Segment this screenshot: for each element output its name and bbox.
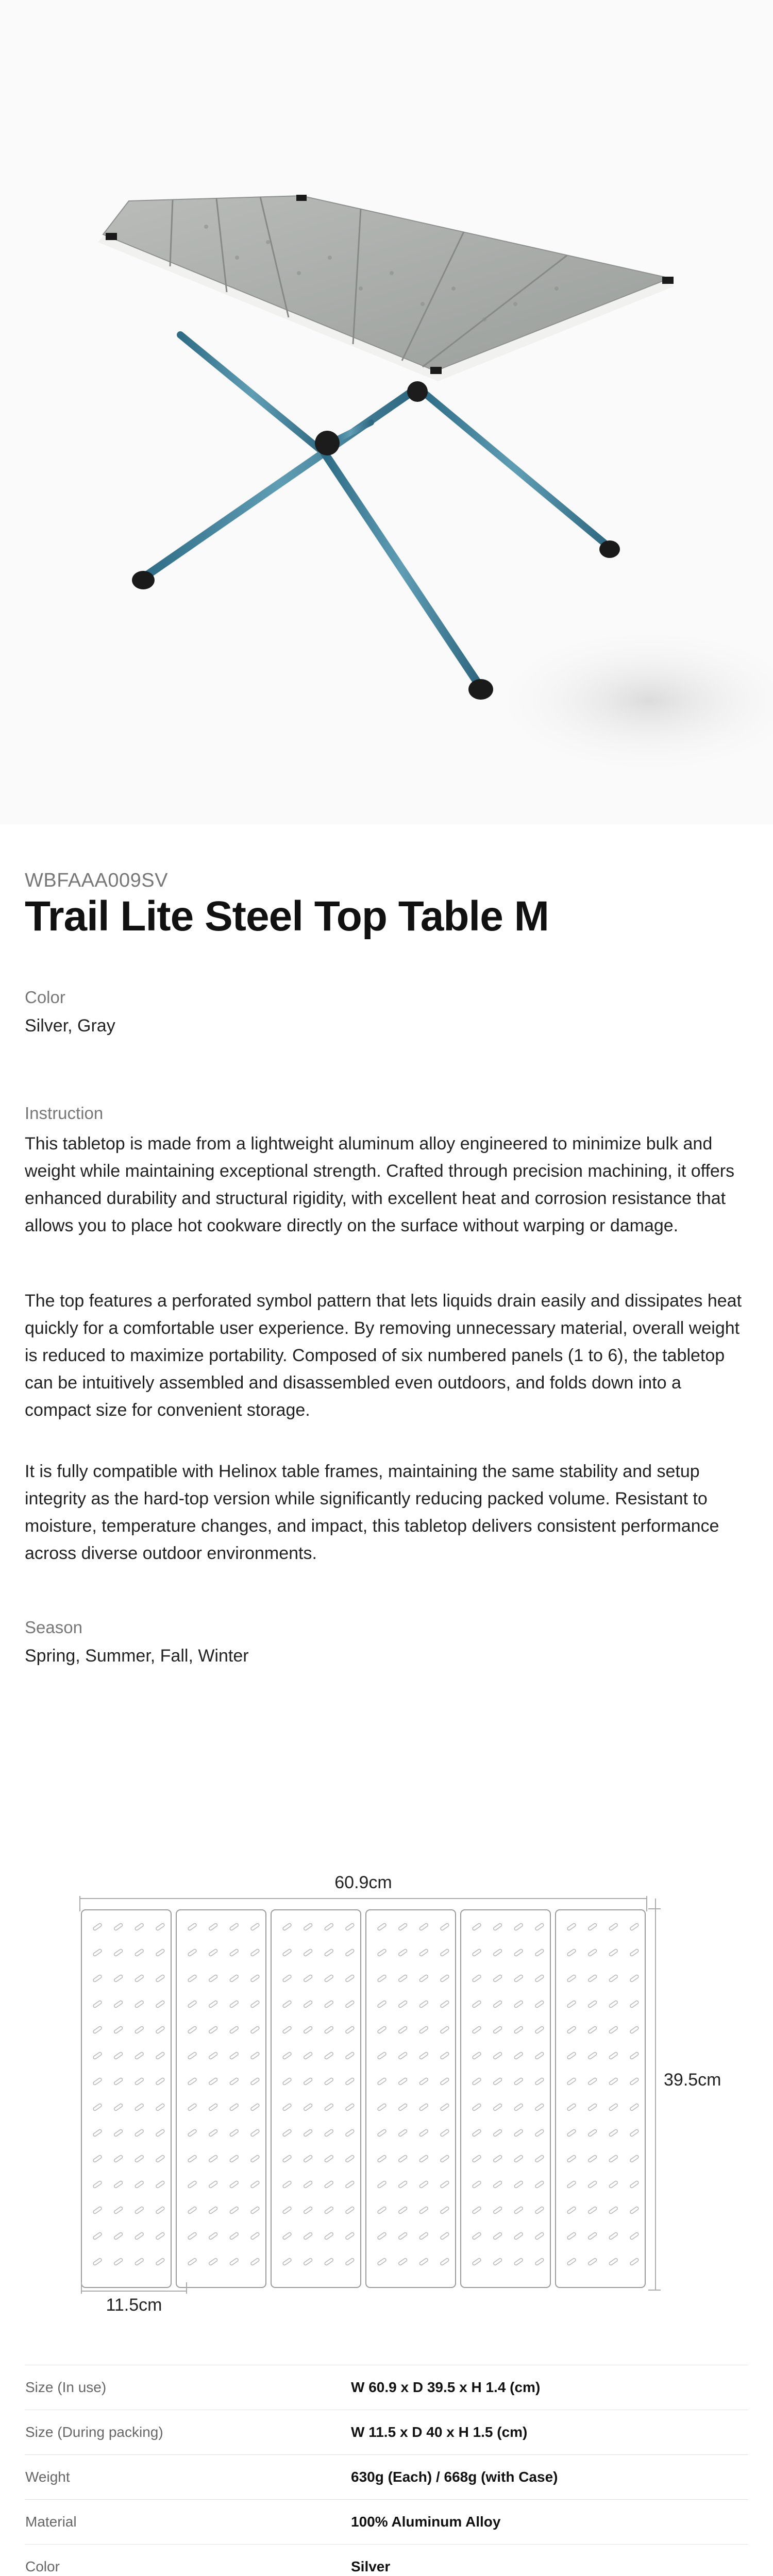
product-title: Trail Lite Steel Top Table M [25,893,549,940]
width-label: 60.9cm [334,1873,392,1892]
instruction-label: Instruction [25,1104,104,1123]
tabletop-panel [556,1910,645,2287]
tabletop-panel [81,1910,171,2287]
height-label: 39.5cm [664,2070,721,2090]
product-code: WBFAAA009SV [25,870,168,891]
spec-value: Silver [350,2545,748,2576]
instruction-paragraph-1: This tabletop is made from a lightweight aluminum alloy engineered to minimize bulk and weight while maintaining exceptional strength. Crafted through precision machining, it offers enhanced durability and structural rigidity, with excellent heat and corrosion resistance that allows you to place hot cookware directly on the surface without warping or damage. [25,1134,735,1235]
spec-value: 630g (Each) / 668g (with Case) [350,2455,748,2500]
tabletop-panel [271,1910,361,2287]
tabletop-panel [366,1910,456,2287]
season-label: Season [25,1618,82,1637]
instruction-paragraph-2: The top features a perforated symbol pattern that lets liquids drain easily and dissipates heat quickly for a comfortable user experience. By removing unnecessary material, overall weight is reduced to maximize portability. Composed of six numbered panels (1 to 6), the tabletop can be intuitively assembled and disassembled even outdoors, and folds down into a compact size for convenient storage. [25,1291,742,1420]
spec-row [25,2365,748,2410]
spec-row [25,2455,748,2500]
tabletop-panel [461,1910,550,2287]
tabletop-panel [176,1910,266,2287]
panel-width-label: 11.5cm [106,2295,162,2315]
dimension-diagram [0,1824,773,2315]
panels-group [81,1910,645,2287]
spec-key: Size (During packing) [25,2410,350,2455]
spec-value: W 60.9 x D 39.5 x H 1.4 (cm) [350,2365,748,2410]
product-image [0,0,773,824]
spec-table [25,2365,748,2576]
instruction-paragraph-3: It is fully compatible with Helinox table frames, maintaining the same stability and setup integrity as the hard-top version while significantly reducing packed volume. Resistant to moisture, temperature changes, and impact, this tabletop delivers consistent performance across diverse outdoor environments. [25,1462,719,1563]
table-illustration [0,0,773,824]
spec-key: Size (In use) [25,2365,350,2410]
spec-row [25,2410,748,2455]
floor-shadow [484,623,773,778]
spec-value: W 11.5 x D 40 x H 1.5 (cm) [350,2410,748,2455]
spec-key: Weight [25,2455,350,2500]
spec-row [25,2500,748,2545]
panel-drawing [0,1824,773,2315]
spec-row [25,2545,748,2576]
season-value: Spring, Summer, Fall, Winter [25,1646,249,1666]
color-value: Silver, Gray [25,1016,115,1036]
spec-value: 100% Aluminum Alloy [350,2500,748,2545]
spec-key: Material [25,2500,350,2545]
color-label: Color [25,988,65,1007]
spec-key: Color [25,2545,350,2576]
